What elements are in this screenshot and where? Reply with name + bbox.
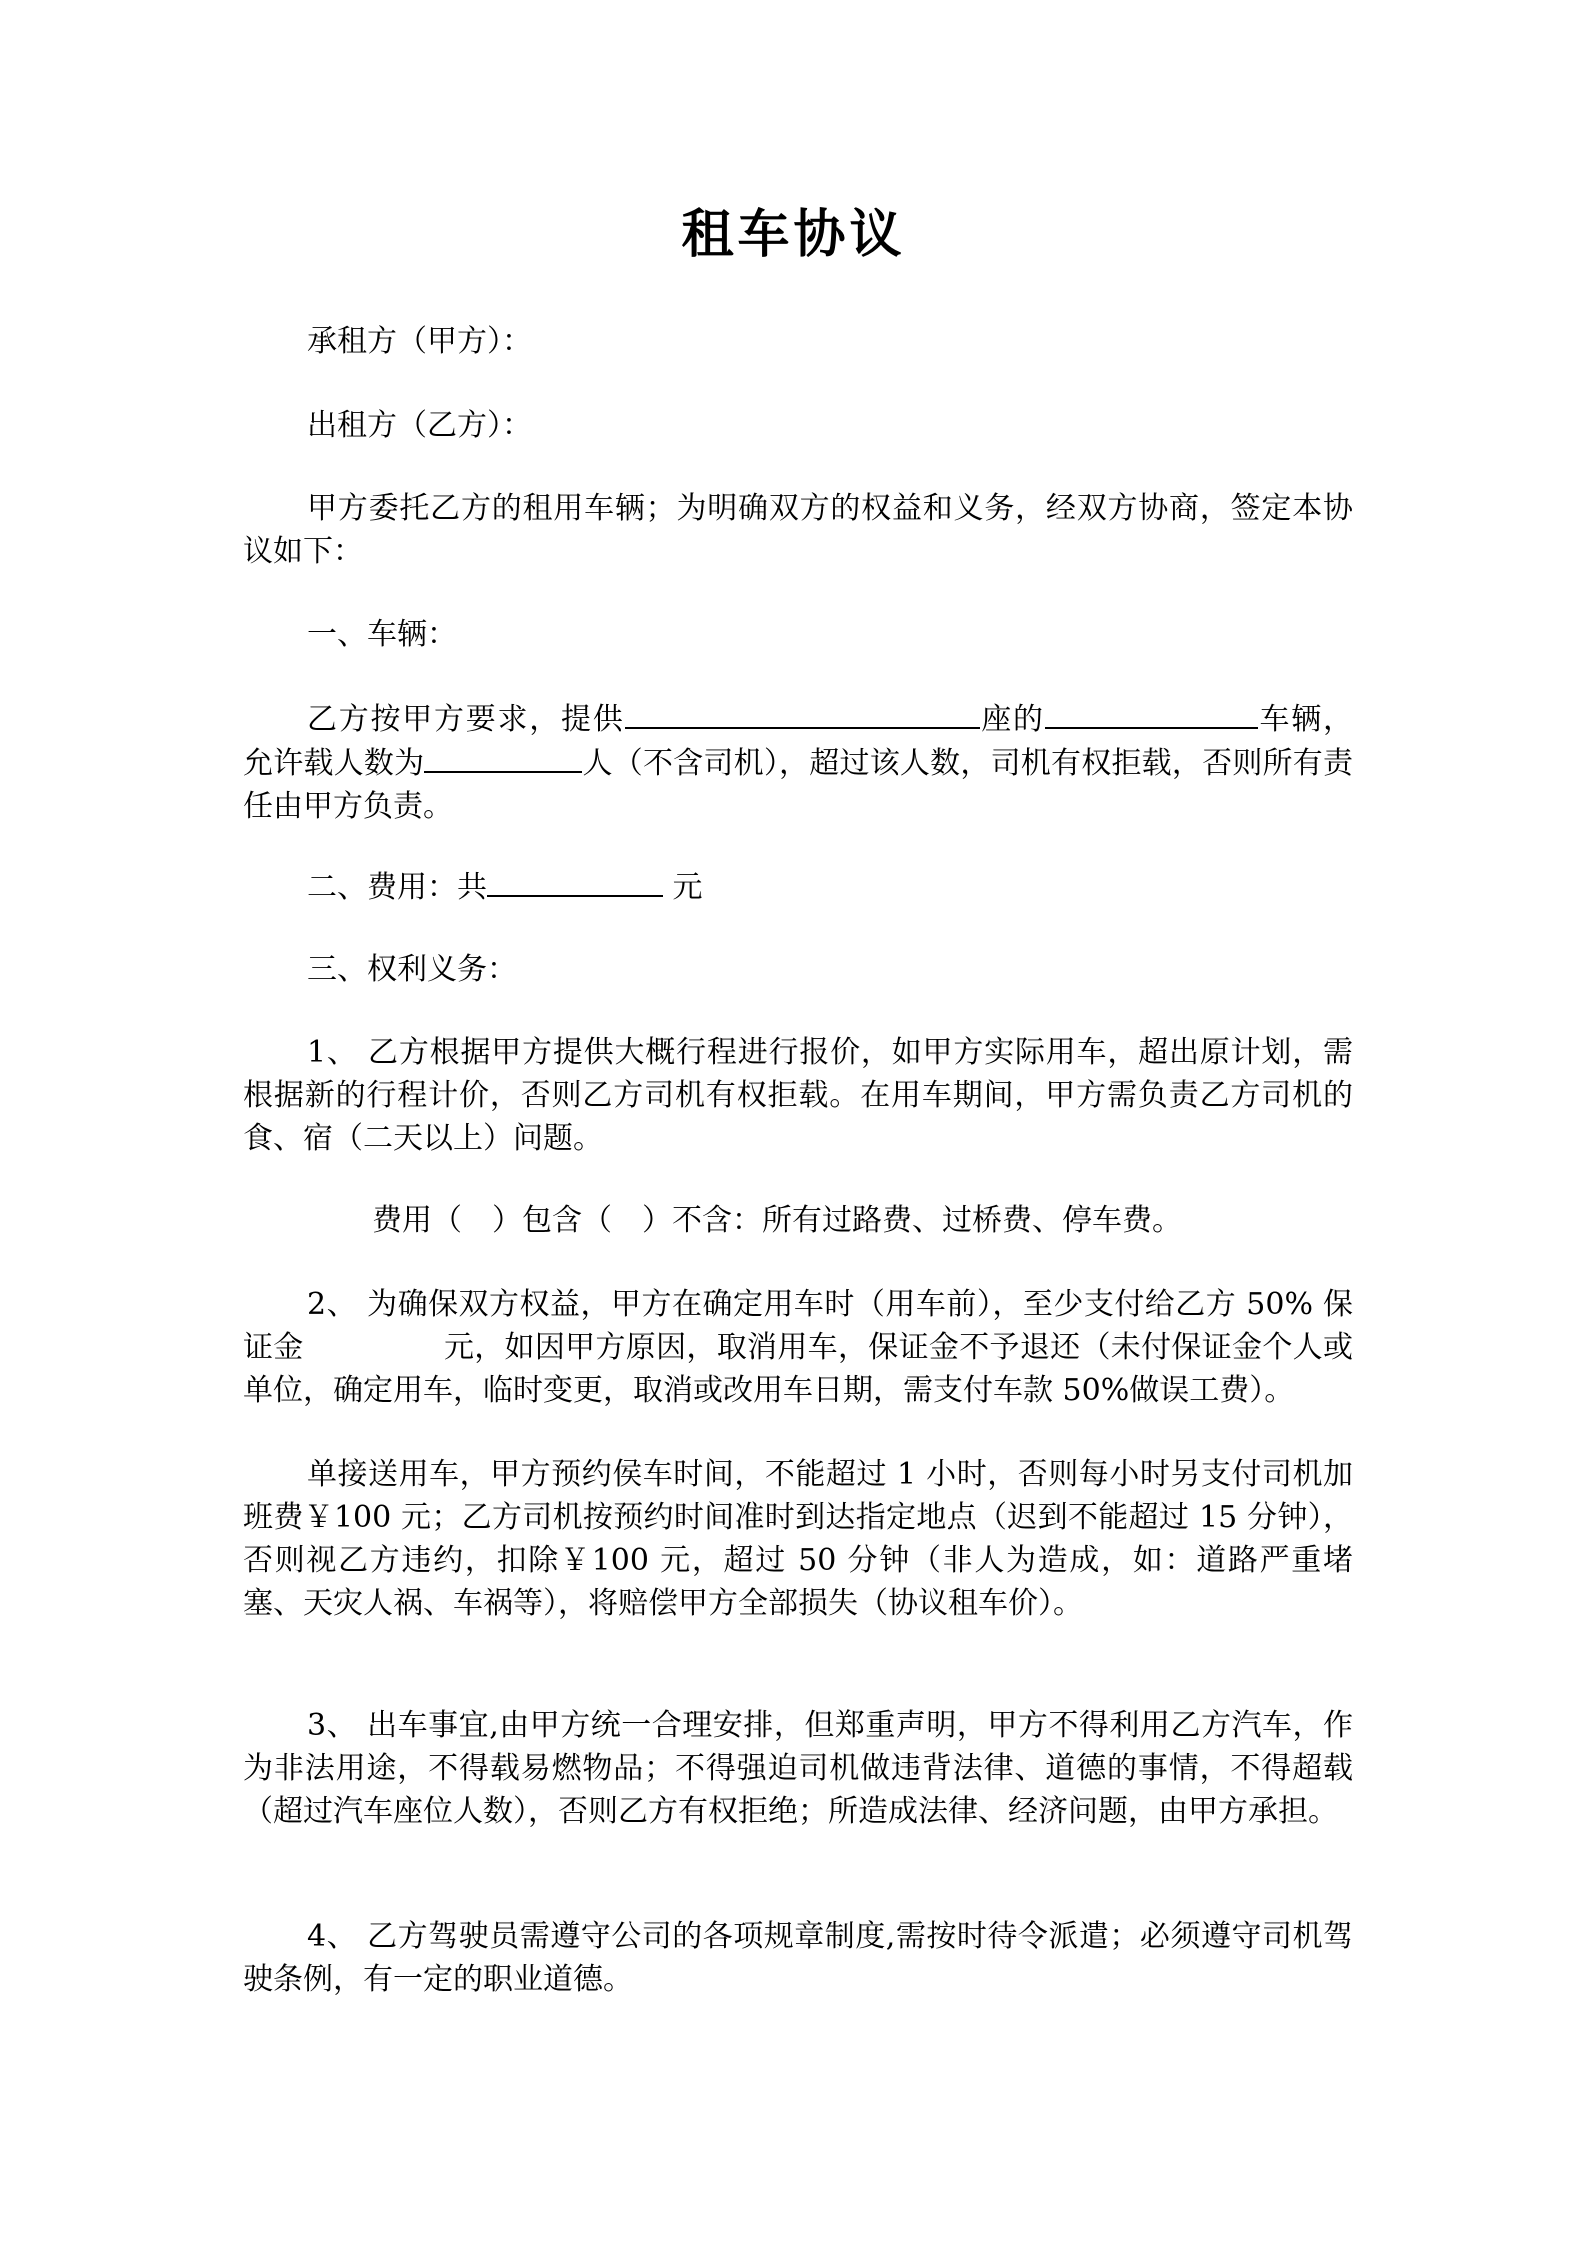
fee-text-b: 元 — [663, 870, 703, 905]
item-2-text-b: 元，如因甲方原因，取消用车，保证金不予退还（未付保证金个人或单位，确定用车，临时变更，取消或改用车日期，需支付车款 50%做误工费）。 — [243, 1330, 1353, 1408]
vehicle-text-c: 车辆，允许载人数为 — [243, 702, 1353, 781]
section-vehicle-heading: 一、车辆： — [307, 617, 457, 652]
document-title: 租车协议 — [681, 204, 906, 265]
intro-paragraph: 甲方委托乙方的租用车辆；为明确双方的权益和义务，经双方协商，签定本协议如下： — [243, 491, 1353, 569]
vehicle-type-blank[interactable] — [1045, 697, 1258, 729]
item-4-paragraph: 4、 乙方驾驶员需遵守公司的各项规章制度,需按时待令派遣；必须遵守司机驾驶条例，有一定的职业道德。 — [243, 1919, 1353, 1997]
vehicle-text-b: 座的 — [979, 702, 1045, 737]
section-fee-paragraph — [243, 865, 1353, 909]
vehicle-text-d: 人（不含司机），超过该人数，司机有权拒载，否则所有责任由甲方负责。 — [243, 746, 1353, 824]
section-rights-heading: 三、权利义务： — [307, 952, 517, 987]
fee-note-line: 费用（ ）包含（ ）不含：所有过路费、过桥费、停车费。 — [372, 1203, 1182, 1238]
item-2-text-a: 2、 为确保双方权益，甲方在确定用车时（用车前），至少支付给乙方 50% 保证金 — [243, 1287, 1353, 1365]
vehicle-text-a: 乙方按甲方要求，提供 — [307, 702, 625, 737]
item-2-paragraph — [243, 1283, 1353, 1412]
section-vehicle-paragraph — [243, 697, 1353, 828]
passenger-count-blank[interactable] — [424, 741, 582, 773]
lessor-line: 出租方（乙方）： — [307, 408, 532, 443]
fee-text-a: 二、费用：共 — [307, 870, 487, 905]
transfer-rule-paragraph: 单接送用车，甲方预约侯车时间，不能超过 1 小时，否则每小时另支付司机加班费￥100 元；乙方司机按预约时间准时到达指定地点（迟到不能超过 15 分钟），否则视乙方违约，扣除￥100 元，超过 50 分钟（非人为造成，如：道路严重堵塞、天灾人祸、车祸等），将赔偿甲方全部损失（协议租车价）。 — [243, 1457, 1353, 1621]
item-1-paragraph: 1、 乙方根据甲方提供大概行程进行报价，如甲方实际用车，超出原计划，需根据新的行程计价，否则乙方司机有权拒载。在用车期间，甲方需负责乙方司机的食、宿（二天以上）问题。 — [243, 1035, 1353, 1156]
lessee-line: 承租方（甲方）： — [307, 324, 532, 359]
fee-amount-blank[interactable] — [487, 865, 663, 897]
vehicle-model-blank[interactable] — [625, 697, 980, 729]
item-3-paragraph: 3、 出车事宜,由甲方统一合理安排，但郑重声明，甲方不得利用乙方汽车，作为非法用途，不得载易燃物品；不得强迫司机做违背法律、道德的事情，不得超载（超过汽车座位人数），否则乙方有权拒绝；所造成法律、经济问题，由甲方承担。 — [243, 1708, 1353, 1829]
